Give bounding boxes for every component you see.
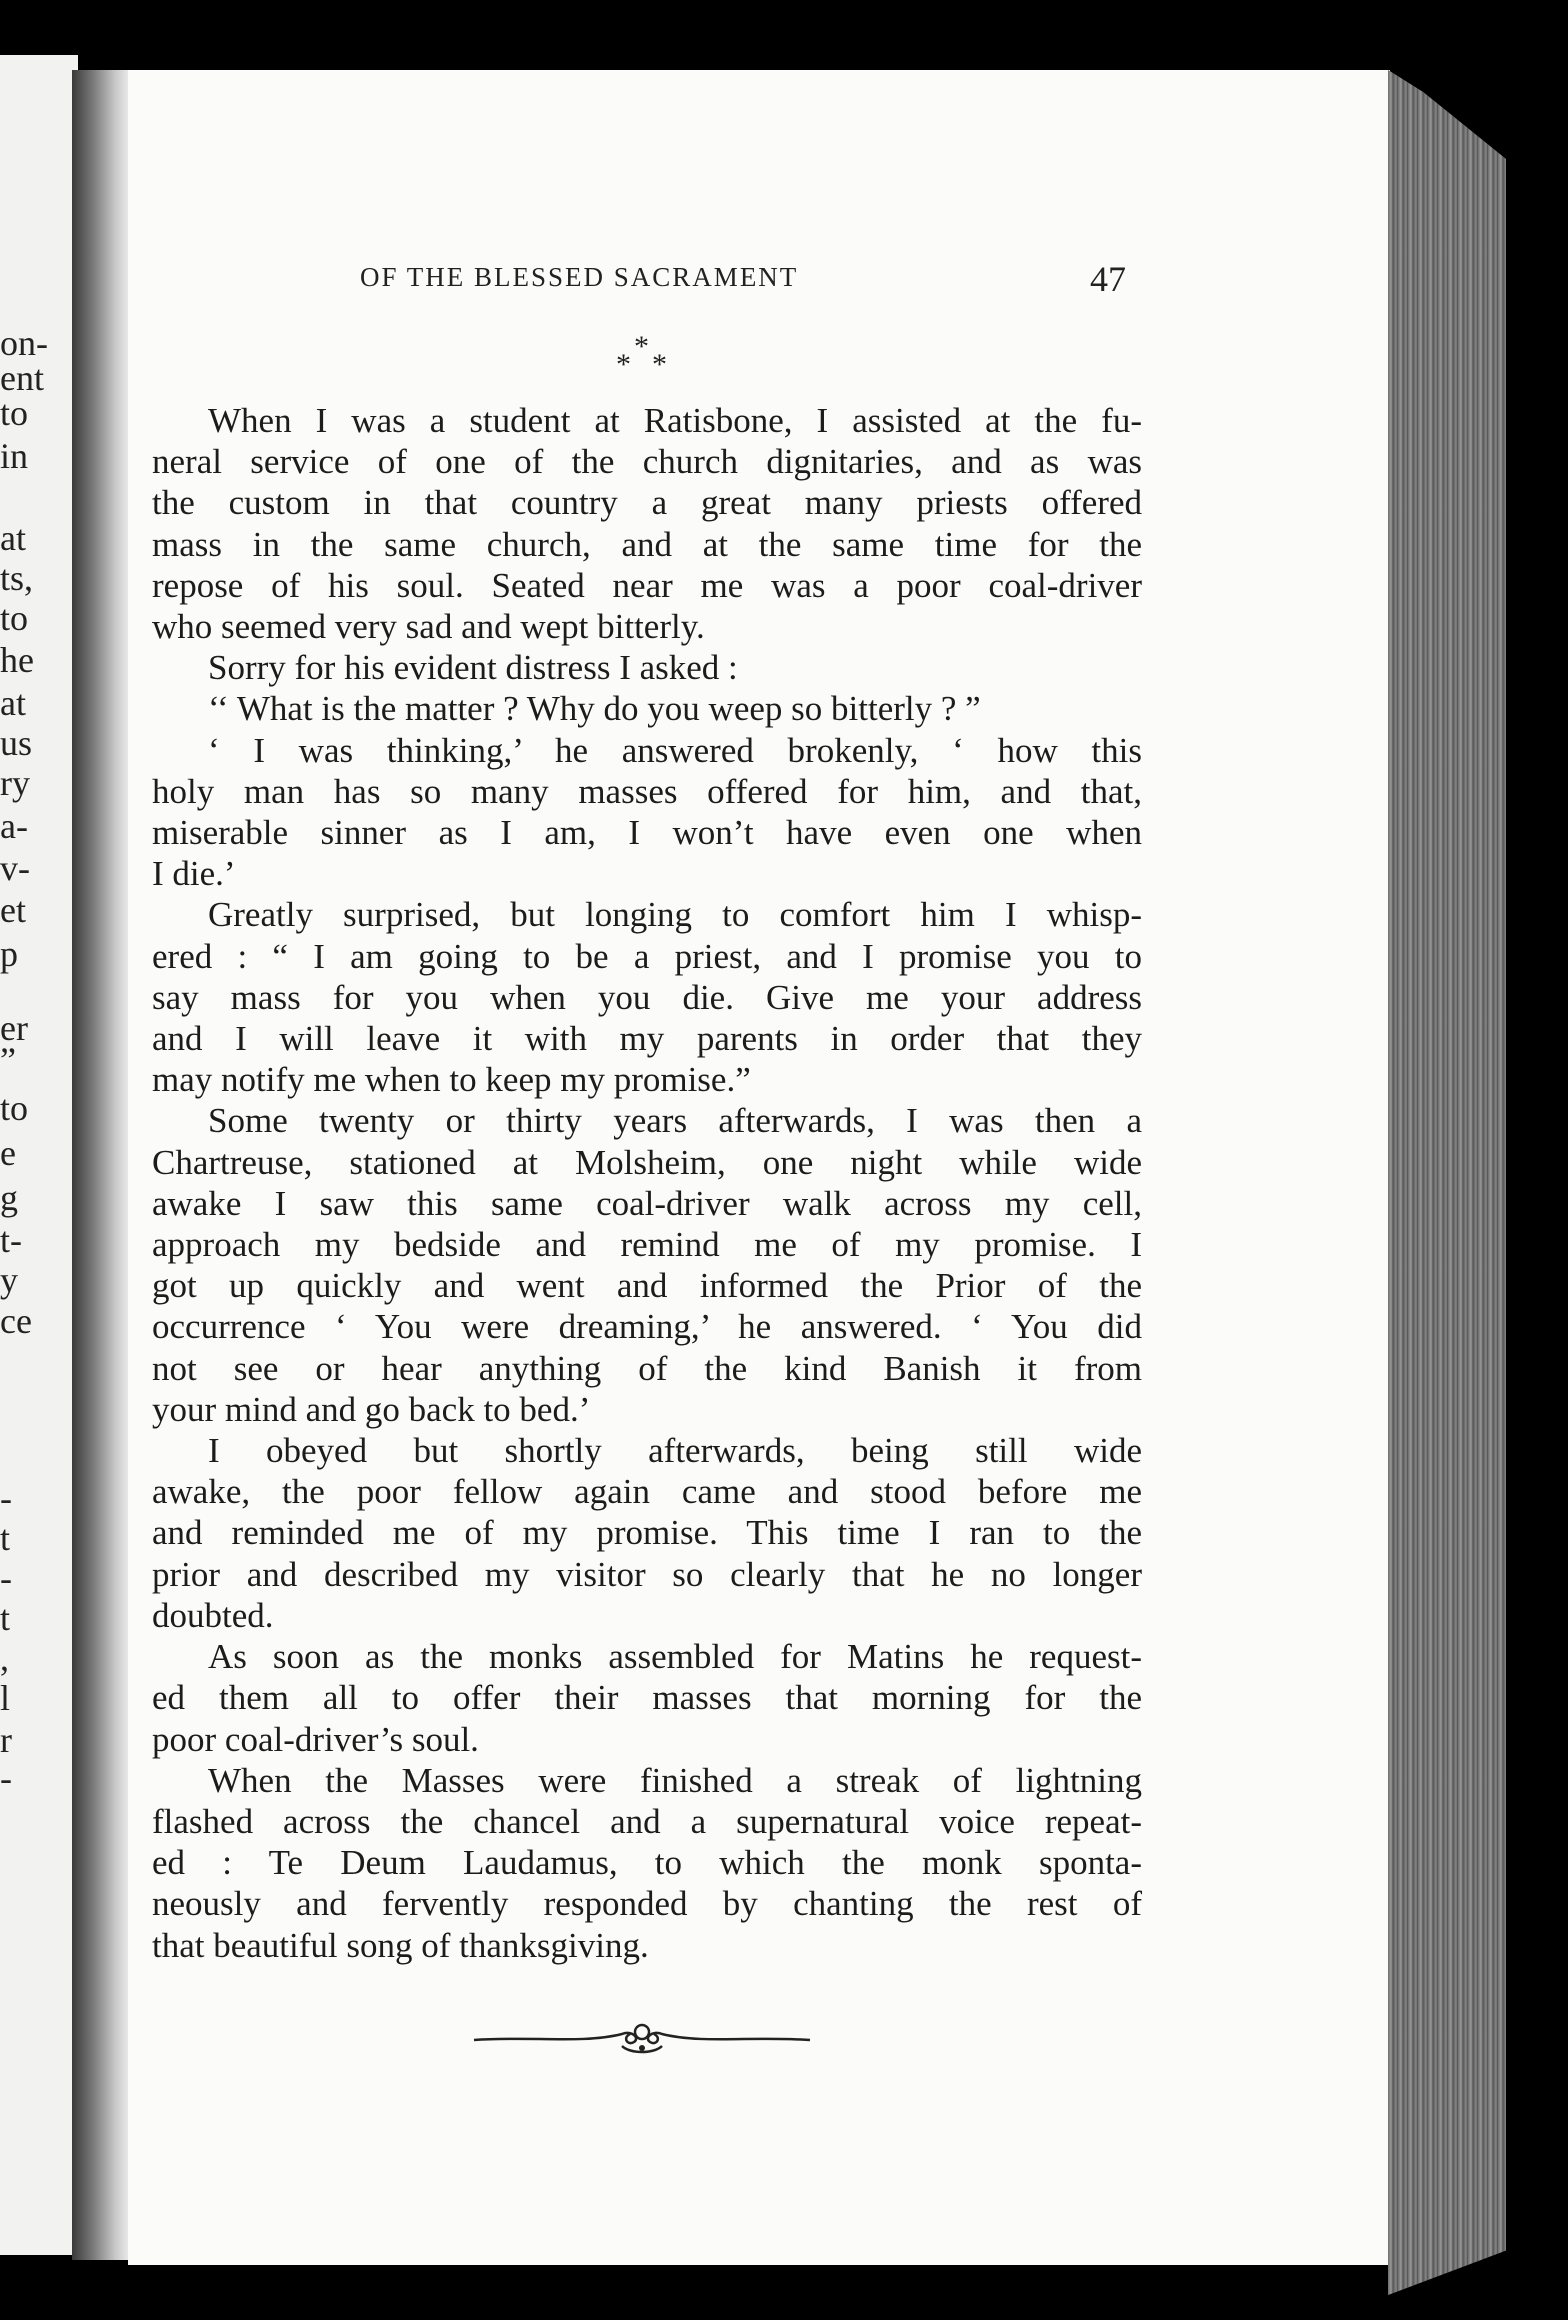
- text-line: and I will leave it with my parents in order that they: [152, 1019, 1142, 1059]
- text-line: I obeyed but shortly afterwards, being still wide: [208, 1431, 1142, 1471]
- text-line: doubted.: [152, 1595, 274, 1635]
- text-line: Greatly surprised, but longing to comfort him I whisp-: [208, 895, 1142, 935]
- text-line: awake I saw this same coal-driver walk across my cell,: [152, 1183, 1142, 1223]
- text-line: not see or hear anything of the kind Banish it from: [152, 1348, 1142, 1388]
- facing-page-fragment: at: [0, 683, 26, 723]
- facing-page-fragment: t: [0, 1518, 11, 1558]
- facing-page-fragment: ts,: [0, 558, 34, 598]
- facing-page-fragment: t: [0, 1598, 11, 1638]
- text-line: I die.’: [152, 854, 236, 894]
- facing-page-fragment: a-: [0, 806, 28, 846]
- text-line: ed them all to offer their masses that morning for the: [152, 1678, 1142, 1718]
- facing-page-fragment: ”: [0, 1040, 16, 1080]
- tailpiece-ornament: [472, 2010, 812, 2060]
- text-line: Some twenty or thirty years afterwards, I was then a: [208, 1101, 1142, 1141]
- text-line: awake, the poor fellow again came and stood before me: [152, 1472, 1142, 1512]
- text-line: neral service of one of the church dignitaries, and as was: [152, 442, 1142, 482]
- body-text: [152, 400, 1142, 1966]
- facing-page-fragment: ,: [0, 1638, 9, 1678]
- text-line: mass in the same church, and at the same time for the: [152, 524, 1142, 564]
- facing-page: [0, 55, 78, 2255]
- text-line: holy man has so many masses offered for him, and that,: [152, 771, 1142, 811]
- text-line: the custom in that country a great many priests offered: [152, 483, 1142, 523]
- facing-page-fragment: us: [0, 723, 33, 763]
- text-line: poor coal-driver’s soul.: [152, 1719, 479, 1759]
- text-line: who seemed very sad and wept bitterly.: [152, 607, 705, 647]
- facing-page-fragment: to: [0, 1088, 29, 1128]
- text-line: that beautiful song of thanksgiving.: [152, 1925, 649, 1965]
- text-line: ‘ I was thinking,’ he answered brokenly, ‘ how this: [208, 730, 1142, 770]
- asterism-ornament: [612, 330, 672, 380]
- text-line: When I was a student at Ratisbone, I assisted at the fu-: [208, 401, 1142, 440]
- asterism-star-right: *: [652, 348, 667, 381]
- text-line: When the Masses were finished a streak of lightning: [208, 1760, 1142, 1800]
- text-line: and reminded me of my promise. This time I ran to the: [152, 1513, 1142, 1553]
- text-line: got up quickly and went and informed the Prior of the: [152, 1266, 1142, 1306]
- page-edges: [1388, 70, 1506, 2295]
- text-line: your mind and go back to bed.’: [152, 1389, 591, 1429]
- running-title: OF THE BLESSED SACRAMENT: [360, 262, 799, 292]
- facing-page-fragment: -: [0, 1758, 12, 1798]
- facing-page-fragment: et: [0, 890, 26, 930]
- text-line: Chartreuse, stationed at Molsheim, one night while wide: [152, 1142, 1142, 1182]
- text-line: occurrence ‘ You were dreaming,’ he answered. ‘ You did: [152, 1307, 1142, 1347]
- facing-page-fragment: e: [0, 1133, 16, 1173]
- text-line: approach my bedside and remind me of my promise. I: [152, 1225, 1142, 1265]
- text-line: miserable sinner as I am, I won’t have even one when: [152, 813, 1142, 853]
- facing-page-fragment: er: [0, 1008, 28, 1048]
- facing-page-fragment: l: [0, 1678, 11, 1718]
- facing-page-fragment: -: [0, 1558, 12, 1598]
- facing-page-fragment: -: [0, 1478, 12, 1518]
- text-line: may notify me when to keep my promise.”: [152, 1060, 751, 1100]
- facing-page-fragment: in: [0, 436, 29, 476]
- facing-page-fragment: he: [0, 640, 34, 680]
- text-line: flashed across the chancel and a supernatural voice repeat-: [152, 1801, 1142, 1841]
- text-line: ed : Te Deum Laudamus, to which the monk sponta-: [152, 1843, 1142, 1883]
- page-number: 47: [1090, 259, 1126, 299]
- facing-page-fragment: ce: [0, 1301, 32, 1341]
- asterism-star-left: *: [616, 348, 631, 381]
- text-line: neously and fervently responded by chanting the rest of: [152, 1884, 1142, 1924]
- text-line: say mass for you when you die. Give me your address: [152, 977, 1142, 1017]
- facing-page-fragment: on-: [0, 323, 48, 363]
- text-line: ‘‘ What is the matter ? Why do you weep so bitterly ? ”: [208, 689, 981, 729]
- facing-page-fragment: p: [0, 934, 18, 974]
- facing-page-fragment: ent: [0, 358, 44, 398]
- text-line: repose of his soul. Seated near me was a poor coal-driver: [152, 565, 1142, 605]
- facing-page-fragment: r: [0, 1720, 12, 1760]
- text-line: As soon as the monks assembled for Matins he request-: [208, 1637, 1142, 1677]
- facing-page-fragment: ry: [0, 763, 30, 803]
- facing-page-fragment: t-: [0, 1220, 22, 1260]
- text-line: prior and described my visitor so clearly that he no longer: [152, 1554, 1142, 1594]
- facing-page-fragment: to: [0, 393, 29, 433]
- facing-page-fragment: to: [0, 598, 29, 638]
- asterism-star-top: *: [634, 330, 649, 363]
- facing-page-fragment: at: [0, 518, 26, 558]
- text-line: ered : “ I am going to be a priest, and I promise you to: [152, 936, 1142, 976]
- facing-page-fragment: v-: [0, 848, 30, 888]
- facing-page-fragment: y: [0, 1260, 18, 1300]
- facing-page-fragment: g: [0, 1178, 18, 1218]
- book-gutter: [72, 70, 130, 2260]
- text-line: Sorry for his evident distress I asked :: [208, 648, 738, 688]
